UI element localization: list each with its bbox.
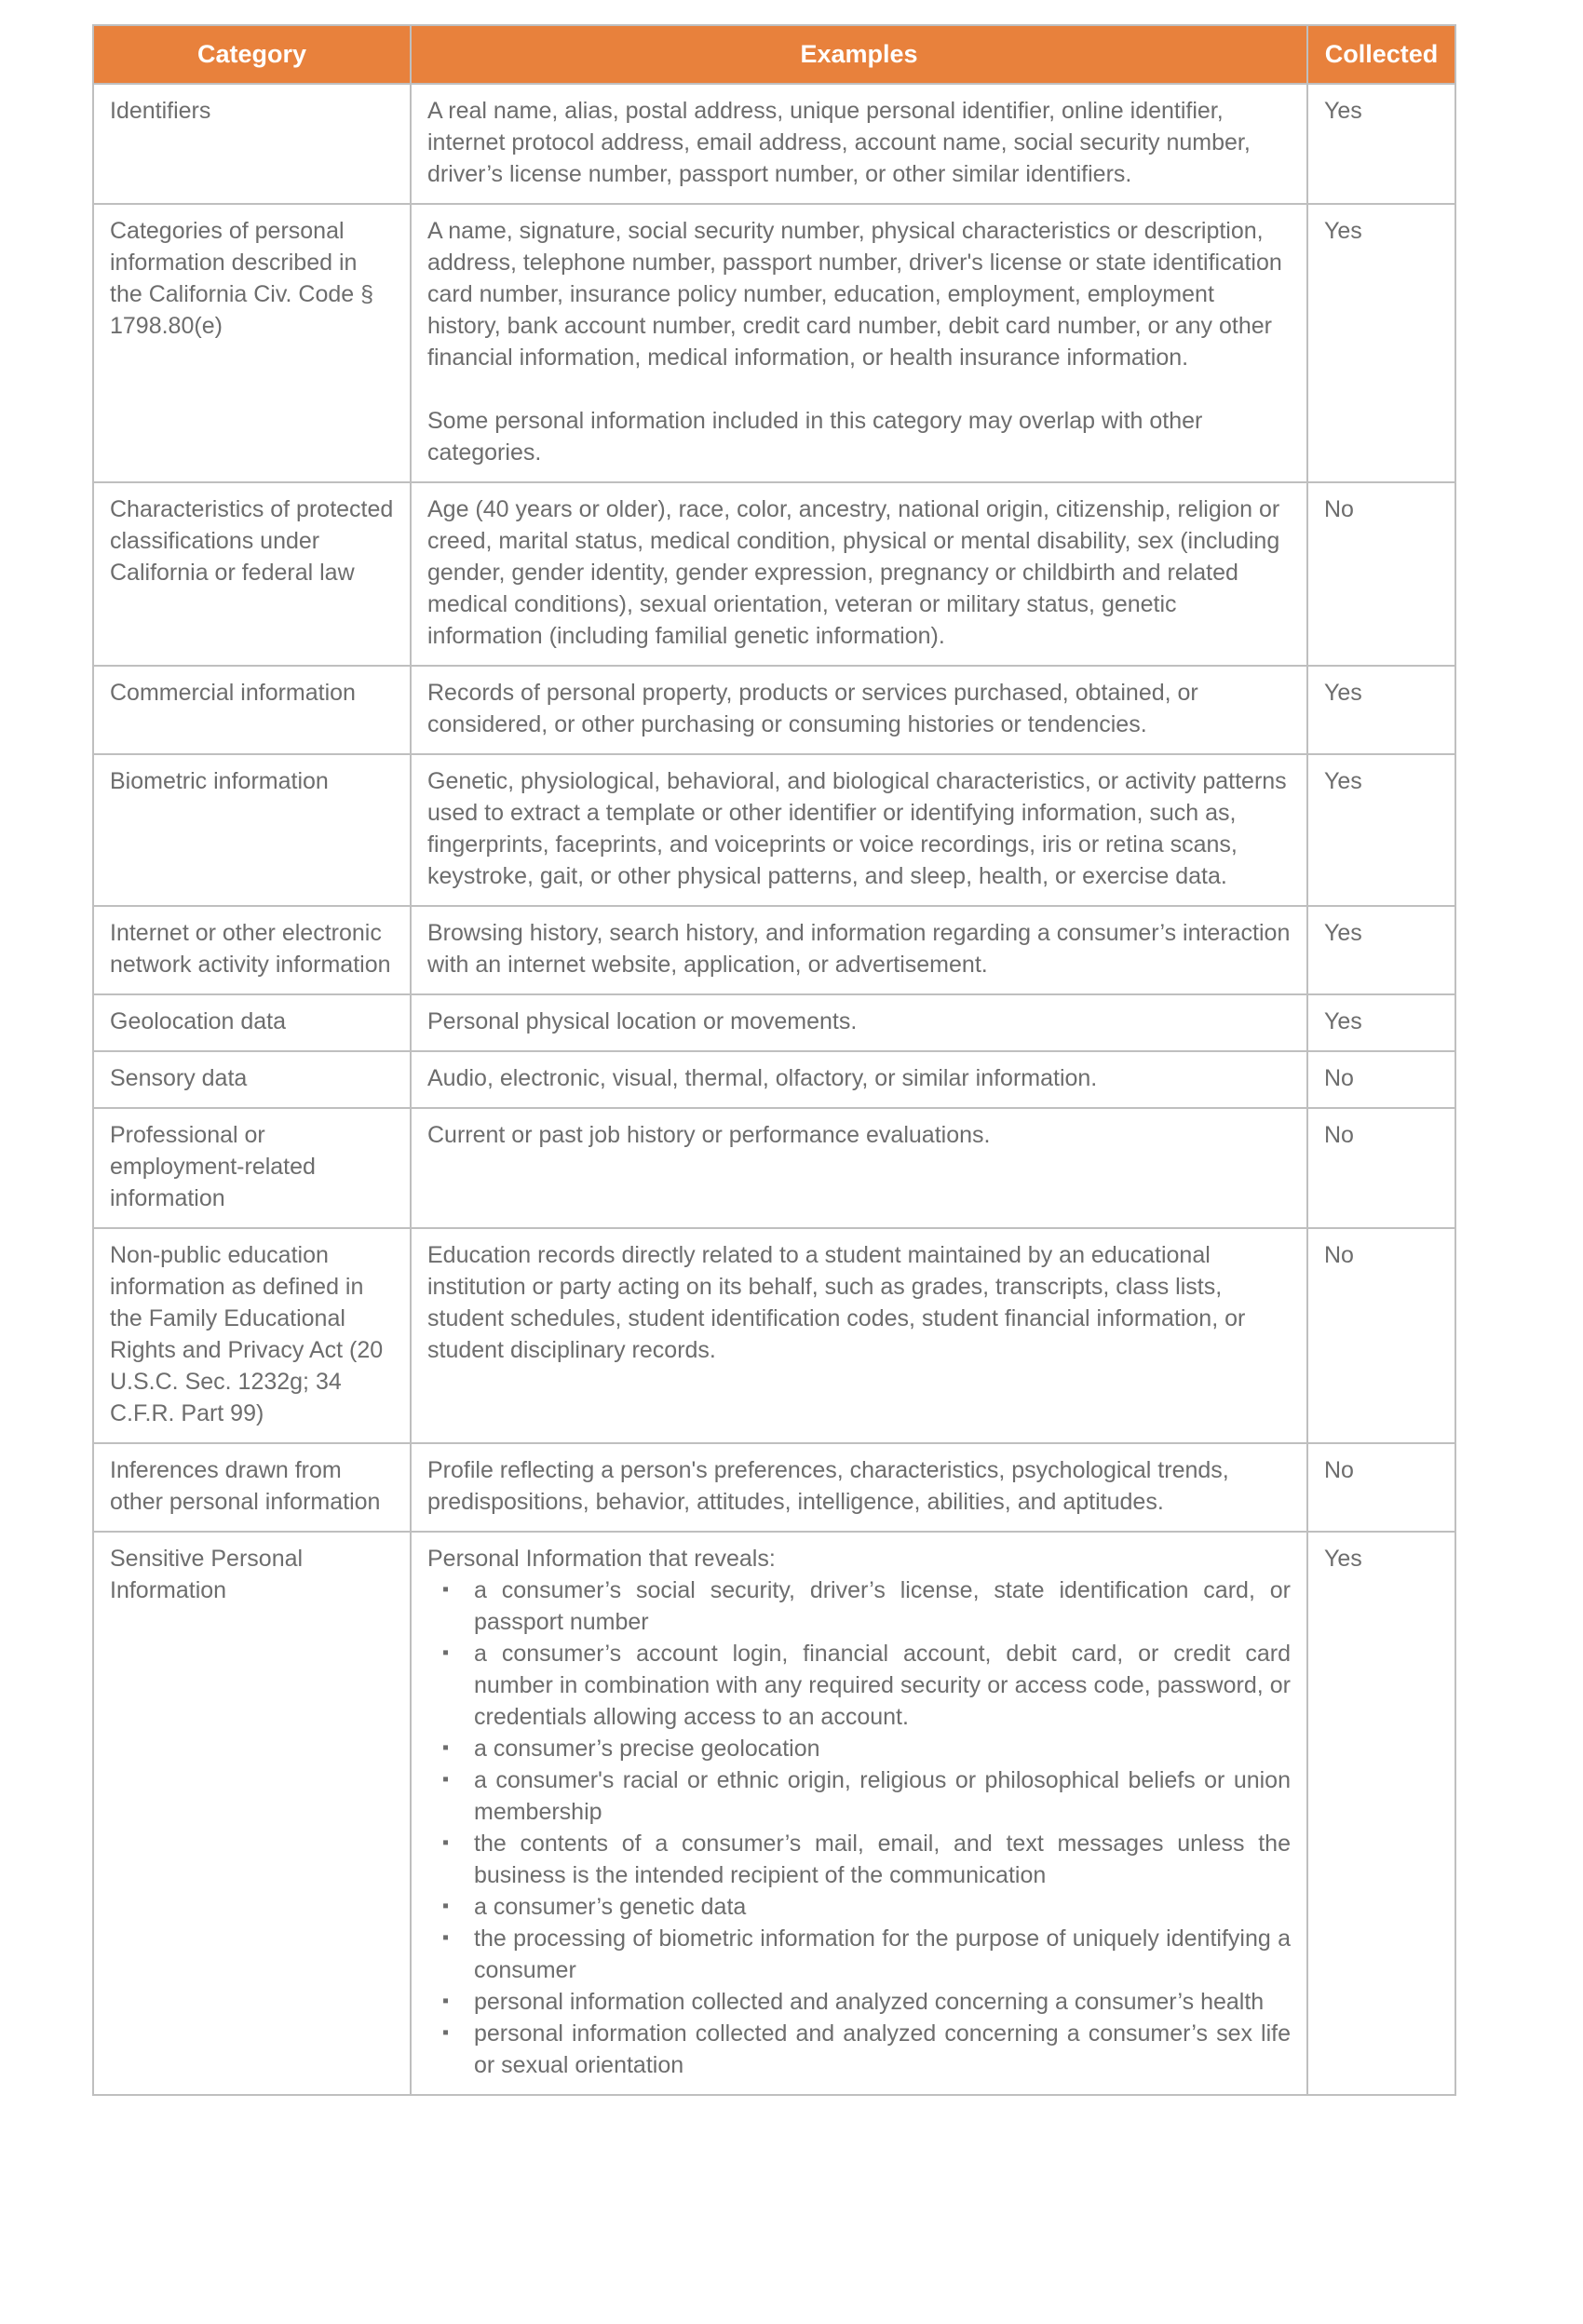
collected-value: Yes xyxy=(1324,98,1362,124)
category-cell xyxy=(93,1108,411,1228)
example-paragraph: Personal physical location or movements. xyxy=(427,1008,858,1034)
category-cell xyxy=(93,1051,411,1108)
collected-cell xyxy=(1307,994,1455,1051)
column-header-category: Category xyxy=(93,25,411,84)
personal-information-categories-table xyxy=(92,24,1456,2096)
table-row xyxy=(93,994,1455,1051)
examples-cell xyxy=(411,994,1307,1051)
examples-cell xyxy=(411,482,1307,666)
table-row xyxy=(93,754,1455,906)
collected-value: Yes xyxy=(1324,1546,1362,1572)
category-cell xyxy=(93,994,411,1051)
table-row xyxy=(93,84,1455,204)
header-row xyxy=(93,25,1455,84)
table-row xyxy=(93,482,1455,666)
examples-cell xyxy=(411,204,1307,482)
table-row xyxy=(93,906,1455,994)
collected-value: No xyxy=(1324,1065,1354,1091)
category-label: Non-public education information as defined in the Family Educational Rights and Privacy Act (20 U.S.C. Sec. 1232g; 34 C.F.R. Part 99) xyxy=(110,1242,384,1426)
bullet-list xyxy=(427,1574,1291,2081)
category-label: Biometric information xyxy=(110,768,329,794)
example-paragraph: A real name, alias, postal address, unique personal identifier, online identifier, internet protocol address, email address, account name, social security number, driver’s license number, passport number, or other similar identifiers. xyxy=(427,98,1251,187)
example-paragraph: Age (40 years or older), race, color, ancestry, national origin, citizenship, religion or creed, marital status, medical condition, physical or mental disability, sex (including gender, gender identity, gender expression, pregnancy or childbirth and related medical conditions), sexual orientation, veteran or military status, genetic information (including familial genetic information). xyxy=(427,496,1280,649)
column-header-examples: Examples xyxy=(411,25,1307,84)
examples-cell xyxy=(411,1228,1307,1443)
collected-value: Yes xyxy=(1324,1008,1362,1034)
category-cell xyxy=(93,482,411,666)
collected-cell xyxy=(1307,1051,1455,1108)
table-row xyxy=(93,1051,1455,1108)
category-label: Inferences drawn from other personal information xyxy=(110,1457,381,1515)
category-label: Professional or employment-related information xyxy=(110,1122,316,1211)
collected-value: Yes xyxy=(1324,680,1362,706)
examples-cell xyxy=(411,666,1307,754)
examples-cell xyxy=(411,84,1307,204)
collected-cell xyxy=(1307,1532,1455,2095)
category-label: Sensory data xyxy=(110,1065,248,1091)
category-cell xyxy=(93,666,411,754)
collected-value: No xyxy=(1324,1457,1354,1483)
bullet-item: ▪ personal information collected and analyzed concerning a consumer’s sex life or sexual orientation xyxy=(427,2018,1291,2081)
collected-cell xyxy=(1307,84,1455,204)
examples-cell xyxy=(411,906,1307,994)
table-row xyxy=(93,1228,1455,1443)
table-row xyxy=(93,1532,1455,2095)
collected-value: Yes xyxy=(1324,920,1362,946)
example-paragraph: Profile reflecting a person's preferences, characteristics, psychological trends, predispositions, behavior, attitudes, intelligence, abilities, and aptitudes. xyxy=(427,1457,1229,1515)
column-header-collected: Collected xyxy=(1307,25,1455,84)
category-cell xyxy=(93,754,411,906)
example-paragraph: Browsing history, search history, and information regarding a consumer’s interaction with an internet website, application, or advertisement. xyxy=(427,920,1291,978)
category-label: Categories of personal information described in the California Civ. Code § 1798.80(e) xyxy=(110,218,374,339)
table-row xyxy=(93,666,1455,754)
category-label: Characteristics of protected classifications under California or federal law xyxy=(110,496,394,586)
category-label: Sensitive Personal Information xyxy=(110,1546,304,1603)
collected-cell xyxy=(1307,906,1455,994)
collected-cell xyxy=(1307,482,1455,666)
bullet-item: ▪ personal information collected and analyzed concerning a consumer’s health xyxy=(427,1986,1291,2018)
examples-cell xyxy=(411,754,1307,906)
category-cell xyxy=(93,1532,411,2095)
category-label: Geolocation data xyxy=(110,1008,287,1034)
bullet-item: ▪ the contents of a consumer’s mail, email, and text messages unless the business is the intended recipient of the communication xyxy=(427,1828,1291,1891)
collected-value: No xyxy=(1324,496,1354,522)
category-cell xyxy=(93,1228,411,1443)
example-paragraph: A name, signature, social security number, physical characteristics or description, address, telephone number, passport number, driver's license or state identification card number, insurance policy number, education, employment, employment history, bank account number, credit card number, debit card number, or any other financial information, medical information, or health insurance information. xyxy=(427,218,1282,371)
examples-cell xyxy=(411,1051,1307,1108)
example-paragraph: Current or past job history or performance evaluations. xyxy=(427,1122,991,1148)
bullet-item: ▪ a consumer's racial or ethnic origin, religious or philosophical beliefs or union membership xyxy=(427,1764,1291,1828)
bullet-item: ▪ a consumer’s social security, driver’s license, state identification card, or passport number xyxy=(427,1574,1291,1638)
examples-cell xyxy=(411,1443,1307,1532)
example-paragraph: Genetic, physiological, behavioral, and biological characteristics, or activity patterns used to extract a template or other identifier or identifying information, such as, fingerprints, faceprints, and voiceprints or voice recordings, iris or retina scans, keystroke, gait, or other physical patterns, and sleep, health, or exercise data. xyxy=(427,768,1287,889)
examples-cell xyxy=(411,1108,1307,1228)
examples-cell xyxy=(411,1532,1307,2095)
bullet-item: ▪ a consumer’s genetic data xyxy=(427,1891,1291,1923)
category-cell xyxy=(93,84,411,204)
example-paragraph: Records of personal property, products or services purchased, obtained, or considered, or other purchasing or consuming histories or tendencies. xyxy=(427,680,1198,737)
collected-cell xyxy=(1307,1228,1455,1443)
category-label: Internet or other electronic network activity information xyxy=(110,920,391,978)
collected-value: Yes xyxy=(1324,218,1362,244)
example-paragraph: Personal Information that reveals: xyxy=(427,1546,776,1572)
collected-cell xyxy=(1307,754,1455,906)
example-paragraph: Some personal information included in this category may overlap with other categories. xyxy=(427,408,1203,466)
example-paragraph: Education records directly related to a student maintained by an educational institution or party acting on its behalf, such as grades, transcripts, class lists, student schedules, student identification codes, student financial information, or student disciplinary records. xyxy=(427,1242,1246,1363)
table-row xyxy=(93,1108,1455,1228)
example-paragraph: Audio, electronic, visual, thermal, olfactory, or similar information. xyxy=(427,1065,1098,1091)
category-label: Commercial information xyxy=(110,680,356,706)
collected-value: No xyxy=(1324,1242,1354,1268)
bullet-item: ▪ a consumer’s account login, financial account, debit card, or credit card number in combination with any required security or access code, password, or credentials allowing access to an account. xyxy=(427,1638,1291,1733)
collected-cell xyxy=(1307,204,1455,482)
table-row xyxy=(93,204,1455,482)
collected-cell xyxy=(1307,666,1455,754)
collected-value: No xyxy=(1324,1122,1354,1148)
category-cell xyxy=(93,1443,411,1532)
bullet-item: ▪ the processing of biometric information for the purpose of uniquely identifying a consumer xyxy=(427,1923,1291,1986)
collected-cell xyxy=(1307,1443,1455,1532)
table-row xyxy=(93,1443,1455,1532)
category-cell xyxy=(93,204,411,482)
category-label: Identifiers xyxy=(110,98,211,124)
category-cell xyxy=(93,906,411,994)
bullet-item: ▪ a consumer’s precise geolocation xyxy=(427,1733,1291,1764)
collected-cell xyxy=(1307,1108,1455,1228)
collected-value: Yes xyxy=(1324,768,1362,794)
table-body xyxy=(93,84,1455,2095)
